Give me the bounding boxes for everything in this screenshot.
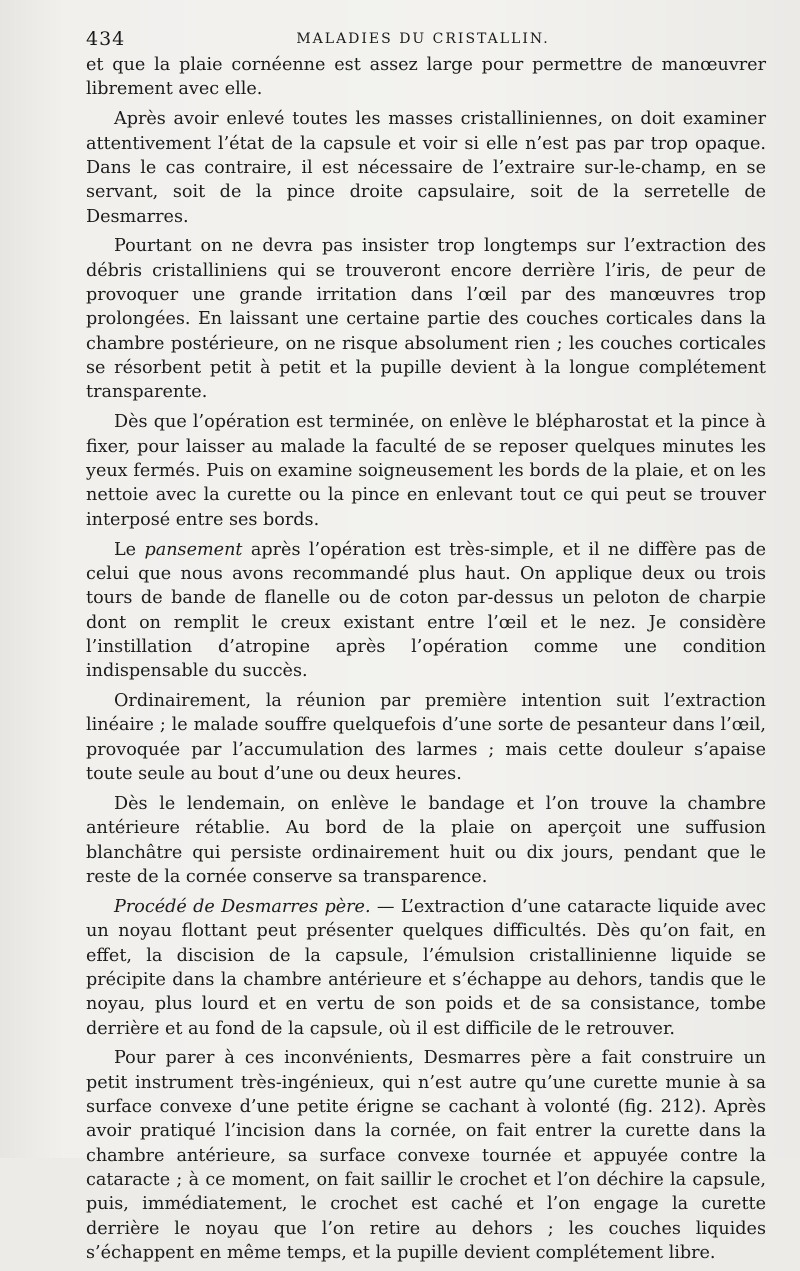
paragraph-text: et que la plaie cornéenne est assez large pour permettre de manœuvrer librement avec elle. (86, 55, 766, 100)
page-number: 434 (86, 28, 126, 50)
paragraph (86, 538, 766, 684)
section-heading-italic: Procédé de Desmarres père. (114, 896, 371, 917)
italic-term: pansement (144, 539, 243, 560)
paragraph (86, 53, 766, 102)
paragraph-lead: Le (114, 539, 145, 560)
paragraph (86, 107, 766, 229)
paragraph-text: Pourtant on ne devra pas insister trop longtemps sur l’extraction des débris cristalliniens qui se trouveront encore derrière l’iris, de peur de provoquer une grande irritation dans l’œil par des manœuvres trop prolongées. En laissant une certaine partie des couches corticales dans la chambre postérieure, on ne risque absolument rien ; les couches corticales se résorbent petit à petit et la pupille devient à la longue complétement transparente. (86, 236, 766, 403)
paragraph-text: — L’extraction d’une cataracte liquide avec un noyau flottant peut présenter quelques difficultés. Dès qu’on fait, en effet, la discision de la capsule, l’émulsion cristallinienne liquide se précipite dans la chambre antérieure et s’échappe au dehors, tandis que le noyau, plus lourd et en vertu de son poids et de sa consistance, tombe derrière et au fond de la capsule, où il est difficile de le retrouver. (86, 896, 766, 1039)
paragraph (86, 1046, 766, 1265)
paragraph (86, 689, 766, 786)
paragraph (86, 792, 766, 889)
paragraph-text: Ordinairement, la réunion par première intention suit l’extraction linéaire ; le malade souffre quelquefois d’une sorte de pesanteur dans l’œil, provoquée par l’accumulation des larmes ; mais cette douleur s’apaise toute seule au bout d’une ou deux heures. (86, 691, 766, 785)
paragraph (86, 895, 766, 1041)
paragraph-text: Dès le lendemain, on enlève le bandage et l’on trouve la chambre antérieure rétablie. Au bord de la plaie on aperçoit une suffusion blanchâtre qui persiste ordinairement huit ou dix jours, pendant que le reste de la cornée conserve sa transparence. (86, 793, 766, 887)
page-header (86, 28, 760, 54)
paragraph (86, 410, 766, 532)
paragraph-text: Pour parer à ces inconvénients, Desmarres père a fait construire un petit instrument très-ingénieux, qui n’est autre qu’une curette munie à sa surface convexe d’une petite érigne se cachant à volonté (fig. 212). Après avoir pratiqué l’incision dans la cornée, on fait entrer la curette dans la chambre antérieure, sa surface convexe tournée et appuyée contre la cataracte ; à ce moment, on fait saillir le crochet et l’on déchire la capsule, puis, immédiatement, le crochet est caché et l’on engage la curette derrière le noyau que l’on retire au dehors ; les couches liquides s’échappent en même temps, et la pupille devient complétement libre. (86, 1048, 766, 1264)
paragraph-text: Après avoir enlevé toutes les masses cristalliniennes, on doit examiner attentivement l’état de la capsule et voir si elle n’est pas par trop opaque. Dans le cas contraire, il est nécessaire de l’extraire sur-le-champ, en se servant, soit de la pince droite capsulaire, soit de la serretelle de Desmarres. (86, 109, 766, 227)
running-title: MALADIES DU CRISTALLIN. (296, 31, 550, 47)
paragraph-text: Dès que l’opération est terminée, on enlève le blépharostat et la pince à fixer, pour laisser au malade la faculté de se reposer quelques minutes les yeux fermés. Puis on examine soigneusement les bords de la plaie, et on les nettoie avec la curette ou la pince en enlevant tout ce qui peut se trouver interposé entre ses bords. (86, 412, 766, 530)
paragraph (86, 234, 766, 404)
body-text (86, 53, 766, 1271)
paragraph-text: après l’opération est très-simple, et il ne diffère pas de celui que nous avons recommandé plus haut. On applique deux ou trois tours de bande de flanelle ou de coton par-dessus un peloton de charpie dont on remplit le creux existant entre l’œil et le nez. Je considère l’instillation d’atropine après l’opération comme une condition indispensable du succès. (86, 539, 766, 682)
